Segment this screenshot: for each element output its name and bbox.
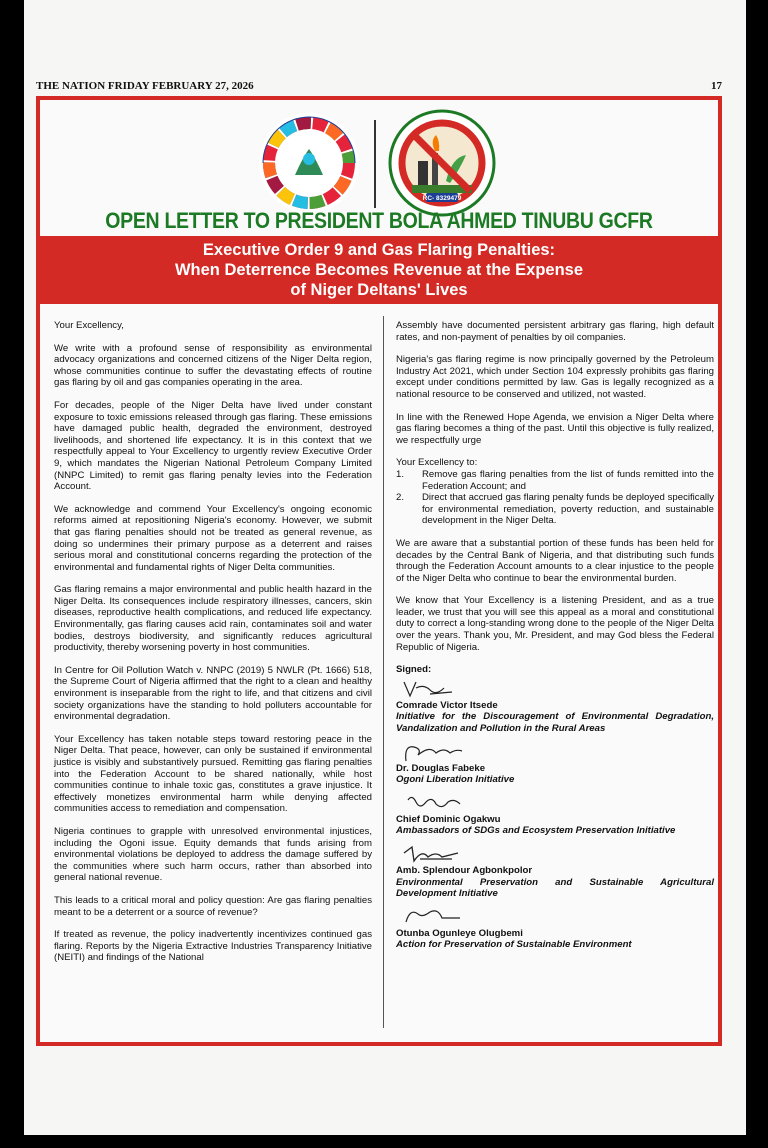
paragraph: This leads to a critical moral and policy question: Are gas flaring penalties meant to be a deterrent or a source of revenue?: [54, 894, 372, 918]
paragraph: We acknowledge and commend Your Excellency's ongoing economic reforms aimed at repositioning Nigeria's economy. However, we submit that gas flaring penalties should not be treated as general revenue, as doing so undermines their primary purpose as a deterrent and raises serious moral and constitutional concerns regarding the protection of the environmental and fundamental rights of Niger Delta communities.: [54, 503, 372, 573]
headline: OPEN LETTER TO PRESIDENT BOLA AHMED TINUBU GCFR: [105, 208, 653, 234]
signatory-org: Action for Preservation of Sustainable Environment: [396, 939, 632, 951]
paragraph: We know that Your Excellency is a listening President, and as a true leader, we trust that you will see this appeal as a moral and constitutional duty to correct a long-standing wrong done to the people of the Niger Delta over the years. Thank you, Mr. President, and may God bless the Federal Republic of Nigeria.: [396, 595, 714, 653]
signatory-name: Chief Dominic Ogakwu: [396, 813, 501, 825]
signatory-name: Amb. Splendour Agbonkpolor: [396, 865, 533, 876]
logo-divider: [374, 120, 376, 208]
paragraph: We are aware that a substantial portion of these funds has been held for decades by the Central Bank of Nigeria, and that distributing such funds through the Federation Account amounts to a clear injustice to the people of the Niger Delta who continue to bear the environmental burden.: [396, 537, 714, 584]
banner-line-2: When Deterrence Becomes Revenue at the Expense: [174, 261, 584, 279]
masthead-date: THE NATION FRIDAY FEBRUARY 27, 2026: [36, 80, 254, 92]
handwritten-signature-icon: [400, 678, 460, 700]
signatory-org: Environmental Preservation and Sustainable Agricultural Development Initiative: [396, 876, 714, 900]
logo-row: [40, 108, 718, 218]
signatory-name: Comrade Victor Itsede: [396, 699, 498, 711]
left-column: [54, 320, 372, 975]
paragraph: Nigeria's gas flaring regime is now principally governed by the Petroleum Industry Act 2021, which under Section 104 expressly prohibits gas flaring except under conditions permitted by law. Gas is legally recognized as a national resource to be conserved and utilized, not wasted.: [396, 354, 714, 400]
handwritten-signature-icon: [400, 843, 470, 865]
signed-label: Signed:: [396, 664, 432, 676]
masthead: [36, 80, 722, 94]
request-intro: Your Excellency to:: [396, 457, 478, 469]
paragraph: If treated as revenue, the policy inadvertently incentivizes continued gas flaring. Reports by the Nigeria Extractive Industries Transparency Initiative (NEITI) and findings of the National: [54, 929, 372, 964]
request-number: 1.: [396, 468, 405, 480]
paragraph: Gas flaring remains a major environmental and public health hazard in the Niger Delta. Its consequences include respiratory illnesses, cancers, skin diseases, reproductive health complications, and reduced life expectancy. Environmentally, gas flaring causes acid rain, contaminates soil and water bodies, destroys biodiversity, and significantly reduces agricultural productivity, thereby worsening poverty in host communities.: [54, 584, 372, 654]
signatory-org: Initiative for the Discouragement of Environmental Degradation, Vandalization and Pollution in the Rural Areas: [396, 711, 714, 735]
request-number: 2.: [396, 492, 405, 504]
column-divider: [383, 316, 384, 1028]
no-gas-flaring-logo-icon: [386, 108, 498, 218]
page-number: 17: [711, 80, 722, 92]
rc-number: RC- 8329479: [422, 195, 462, 202]
signatory-name: Dr. Douglas Fabeke: [396, 762, 486, 774]
signature-5: [396, 906, 714, 928]
signature-3: [396, 792, 714, 814]
handwritten-signature-icon: [400, 906, 470, 928]
paragraph: For decades, people of the Niger Delta have lived under constant exposure to toxic emissions released through gas flaring. These emissions have damaged public health, degraded the environment, destroyed livelihoods, and shortened life expectancy. It is in this context that we respectfully appeal to Your Excellency to urgently review Executive Order 9, which mandates the Nigerian National Petroleum Company Limited (NNPC Limited) to remit gas flaring penalty levies into the Federation Account.: [54, 399, 372, 493]
request-list: [396, 457, 714, 527]
banner-line-3: of Niger Deltans' Lives: [290, 281, 468, 299]
paragraph: We write with a profound sense of responsibility as environmental advocacy organizations and concerned citizens of the Niger Delta region, whose communities continue to suffer the devastating effects of routine gas flaring by oil and gas companies operating in the area.: [54, 342, 372, 389]
banner-line-1: Executive Order 9 and Gas Flaring Penalties:: [202, 241, 556, 259]
signatory-org: Ambassadors of SDGs and Ecosystem Preservation Initiative: [396, 825, 676, 837]
signatory-org: Ogoni Liberation Initiative: [396, 774, 515, 786]
signature-2: [396, 741, 714, 763]
handwritten-signature-icon: [400, 792, 470, 814]
paragraph: Assembly have documented persistent arbitrary gas flaring, high default rates, and non-payment of penalties by oil companies.: [396, 320, 714, 343]
signature-4: [396, 843, 714, 865]
paragraph: Your Excellency has taken notable steps toward restoring peace in the Niger Delta. That peace, however, can only be sustained if environmental justice is visibly and substantively pursued. Remitting gas flaring penalties into the Federation Account to be shared nationally, while host communities continue to inhale toxic gas, constitutes a grave injustice. It effectively monetizes environmental harm while denying affected communities access to remediation and compensation.: [54, 733, 372, 815]
request-text: Remove gas flaring penalties from the list of funds remitted into the Federation Account; and: [422, 468, 714, 492]
bottom-bar: [0, 1135, 768, 1148]
paragraph: In Centre for Oil Pollution Watch v. NNPC (2019) 5 NWLR (Pt. 1666) 518, the Supreme Court of Nigeria affirmed that the right to a clean and healthy environment is inseparable from the right to life, and that citizens and civil society organizations have the standing to hold polluters accountable for environmental degradation.: [54, 664, 372, 723]
advert-frame: [36, 96, 722, 1046]
sdg-wheel-logo-icon: [254, 108, 364, 218]
paragraph: Nigeria continues to grapple with unresolved environmental injustices, including the Ogoni issue. Equity demands that funds arising from environmental violations be deployed to address the damage suffered by the communities where such harm occurs, rather than absorbed into general national revenue.: [54, 825, 372, 884]
signature-1: [396, 678, 714, 700]
handwritten-signature-icon: [400, 741, 470, 763]
signatory-name: Otunba Ogunleye Olugbemi: [396, 927, 523, 939]
right-column: [396, 320, 714, 957]
title-banner: [36, 236, 722, 304]
paragraph: In line with the Renewed Hope Agenda, we envision a Niger Delta where gas flaring becomes a thing of the past. Until this objective is fully realized, we respectfully urge: [396, 411, 714, 446]
salutation: Your Excellency,: [54, 320, 124, 331]
request-item: [396, 492, 714, 527]
request-text: Direct that accrued gas flaring penalty funds be deployed specifically for environmental remediation, poverty reduction, and sustainable development in the Niger Delta.: [422, 492, 714, 527]
request-item: [396, 469, 714, 492]
